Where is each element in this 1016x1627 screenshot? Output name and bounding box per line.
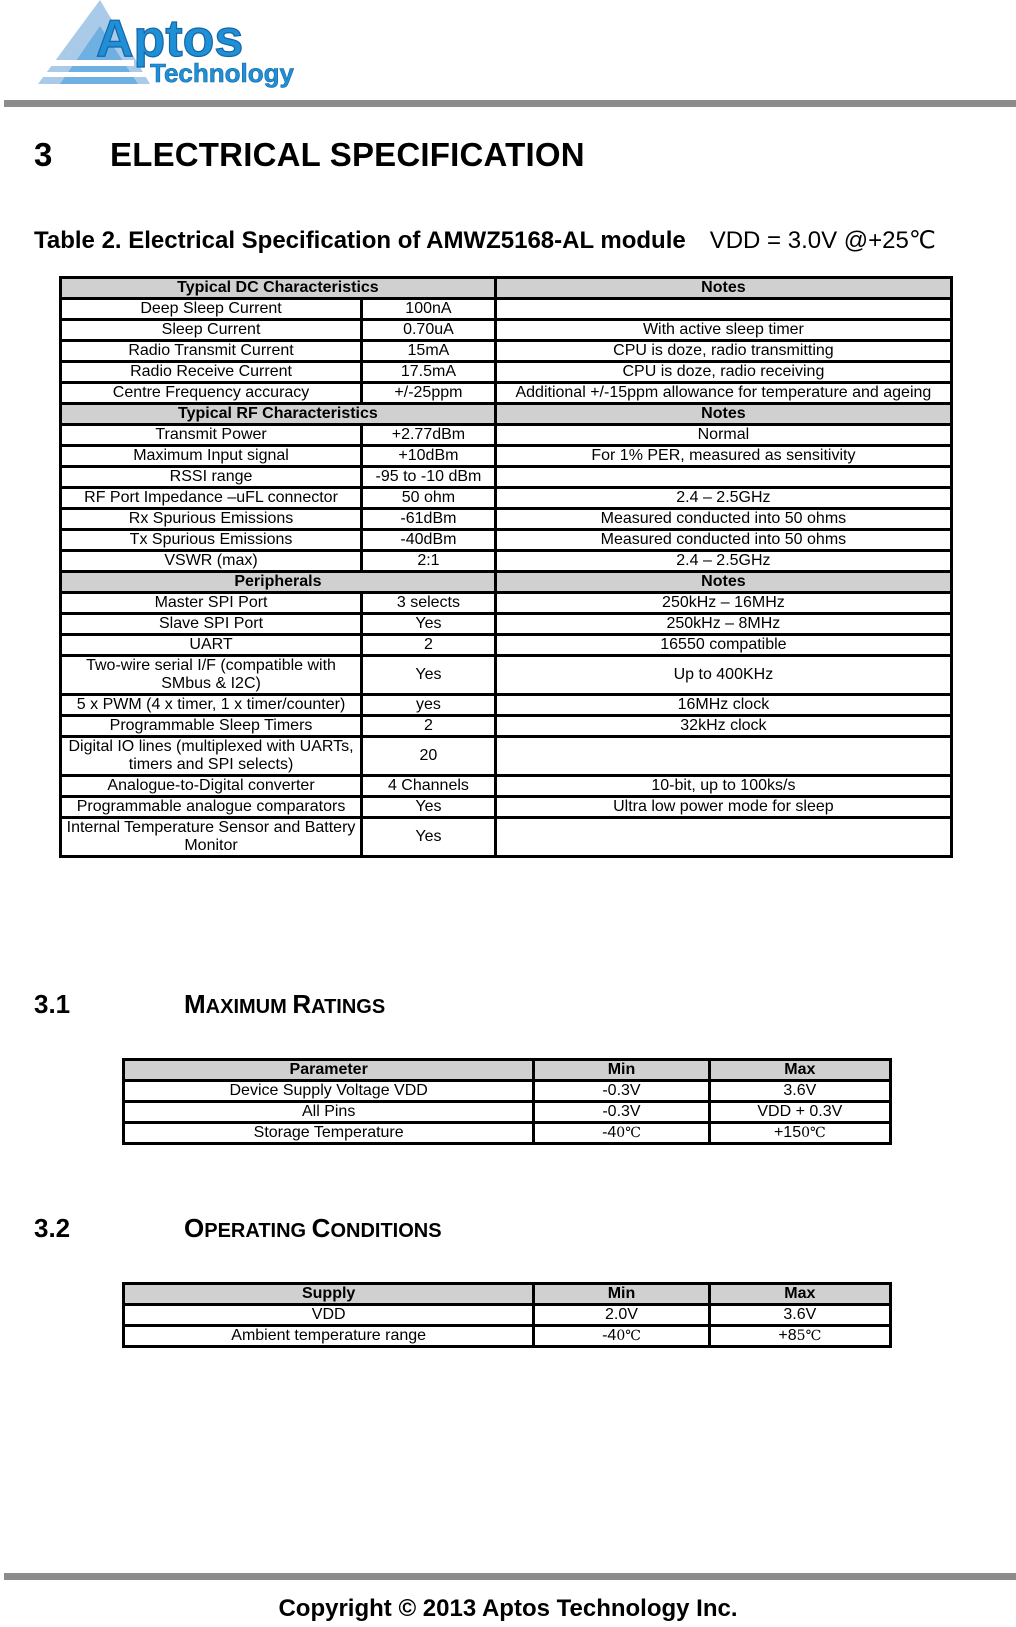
spec-parameter: RF Port Impedance –uFL connector <box>61 488 362 509</box>
spec-value: 15mA <box>362 341 496 362</box>
spec-note: 10-bit, up to 100ks/s <box>495 776 951 797</box>
column-header: Max <box>709 1060 890 1081</box>
spec-value: 50 ohm <box>362 488 496 509</box>
spec-note: For 1% PER, measured as sensitivity <box>495 446 951 467</box>
operating-conditions-heading <box>34 1213 442 1244</box>
section-heading <box>34 136 585 174</box>
spec-note: With active sleep timer <box>495 320 951 341</box>
table-row <box>124 1123 891 1144</box>
group-header: Typical DC Characteristics <box>61 278 496 299</box>
title-cap: O <box>184 1213 205 1243</box>
column-header: Max <box>709 1284 890 1305</box>
title-cap: M <box>184 989 206 1019</box>
spec-note: 250kHz – 16MHz <box>495 593 951 614</box>
spec-parameter: Analogue-to-Digital converter <box>61 776 362 797</box>
notes-header: Notes <box>495 572 951 593</box>
table-row <box>124 1081 891 1102</box>
column-header: Parameter <box>124 1060 534 1081</box>
table-row <box>61 716 952 737</box>
table-row <box>61 509 952 530</box>
table-row <box>61 614 952 635</box>
table-row <box>61 530 952 551</box>
spec-parameter: Sleep Current <box>61 320 362 341</box>
title-cap: C <box>311 1213 331 1243</box>
spec-note: Measured conducted into 50 ohms <box>495 530 951 551</box>
table-row <box>61 299 952 320</box>
spec-note <box>495 737 951 776</box>
group-header: Peripherals <box>61 572 496 593</box>
spec-note: Measured conducted into 50 ohms <box>495 509 951 530</box>
spec-parameter: Programmable Sleep Timers <box>61 716 362 737</box>
spec-parameter: Slave SPI Port <box>61 614 362 635</box>
spec-value: -61dBm <box>362 509 496 530</box>
table-row <box>61 425 952 446</box>
table-row <box>61 383 952 404</box>
row-label: Device Supply Voltage VDD <box>124 1081 534 1102</box>
max-value: 3.6V <box>709 1305 890 1326</box>
logo-sub: Technology <box>150 58 294 88</box>
row-label: All Pins <box>124 1102 534 1123</box>
spec-value: +10dBm <box>362 446 496 467</box>
spec-note: 2.4 – 2.5GHz <box>495 488 951 509</box>
spec-value: 4 Channels <box>362 776 496 797</box>
table-row <box>124 1326 891 1347</box>
spec-value: 2 <box>362 716 496 737</box>
spec-value: +2.77dBm <box>362 425 496 446</box>
min-value: -40℃ <box>534 1326 709 1347</box>
spec-note: 16550 compatible <box>495 635 951 656</box>
spec-note: Normal <box>495 425 951 446</box>
spec-parameter: Radio Transmit Current <box>61 341 362 362</box>
degree-celsius: 5℃ <box>796 1328 822 1344</box>
copyright: Copyright © 2013 Aptos Technology Inc. <box>278 1595 738 1622</box>
spec-parameter: UART <box>61 635 362 656</box>
max-value: +150℃ <box>709 1123 890 1144</box>
max-ratings-table <box>122 1058 892 1145</box>
spec-parameter: RSSI range <box>61 467 362 488</box>
table-caption <box>34 226 936 255</box>
max-value: +85℃ <box>709 1326 890 1347</box>
header-row <box>124 1284 891 1305</box>
spec-value: 20 <box>362 737 496 776</box>
group-header-row <box>61 572 952 593</box>
table-row <box>61 656 952 695</box>
title-smallcaps: AXIMUM <box>205 996 293 1018</box>
spec-value: yes <box>362 695 496 716</box>
footer-rule <box>4 1573 1016 1580</box>
operating-number: 3.2 <box>34 1213 71 1243</box>
spec-parameter: Centre Frequency accuracy <box>61 383 362 404</box>
spec-parameter: 5 x PWM (4 x timer, 1 x timer/counter) <box>61 695 362 716</box>
title-cap: R <box>292 989 312 1019</box>
spec-parameter: Transmit Power <box>61 425 362 446</box>
electrical-spec-table <box>59 276 953 858</box>
table-row <box>61 362 952 383</box>
spec-parameter: Tx Spurious Emissions <box>61 530 362 551</box>
table-row <box>61 488 952 509</box>
row-label: Storage Temperature <box>124 1123 534 1144</box>
table-row <box>61 467 952 488</box>
spec-value: 17.5mA <box>362 362 496 383</box>
spec-value: 3 selects <box>362 593 496 614</box>
spec-parameter: Internal Temperature Sensor and Battery Monitor <box>61 818 362 857</box>
operating-conditions-table <box>122 1282 892 1348</box>
spec-note: Ultra low power mode for sleep <box>495 797 951 818</box>
spec-parameter: Radio Receive Current <box>61 362 362 383</box>
spec-parameter: Two-wire serial I/F (compatible with SMbus & I2C) <box>61 656 362 695</box>
column-header: Supply <box>124 1284 534 1305</box>
row-label: Ambient temperature range <box>124 1326 534 1347</box>
table-caption-text: Table 2. Electrical Specification of AMWZ5168-AL module <box>34 227 686 254</box>
section-title: ELECTRICAL SPECIFICATION <box>110 136 585 173</box>
table-row <box>61 551 952 572</box>
spec-value: Yes <box>362 614 496 635</box>
table-row <box>61 446 952 467</box>
spec-note <box>495 818 951 857</box>
spec-value: 2 <box>362 635 496 656</box>
spec-note: CPU is doze, radio transmitting <box>495 341 951 362</box>
spec-parameter: Master SPI Port <box>61 593 362 614</box>
title-smallcaps: PERATING <box>204 1220 312 1242</box>
table-row <box>61 695 952 716</box>
spec-parameter: VSWR (max) <box>61 551 362 572</box>
spec-parameter: Digital IO lines (multiplexed with UARTs, timers and SPI selects) <box>61 737 362 776</box>
spec-note: Additional +/-15ppm allowance for temperature and ageing <box>495 383 951 404</box>
spec-parameter: Rx Spurious Emissions <box>61 509 362 530</box>
logo-word: Aptos <box>96 10 244 68</box>
table-condition: VDD = 3.0V @+25℃ <box>709 227 936 254</box>
degree-celsius: 0℃ <box>801 1125 826 1141</box>
spec-note: Up to 400KHz <box>495 656 951 695</box>
group-header: Typical RF Characteristics <box>61 404 496 425</box>
table-row <box>61 776 952 797</box>
spec-value: +/-25ppm <box>362 383 496 404</box>
max-value: 3.6V <box>709 1081 890 1102</box>
max-ratings-heading <box>34 989 385 1020</box>
column-header: Min <box>534 1284 709 1305</box>
table-row <box>61 593 952 614</box>
min-value: -0.3V <box>534 1102 709 1123</box>
spec-note <box>495 299 951 320</box>
min-value: -0.3V <box>534 1081 709 1102</box>
table-row <box>61 737 952 776</box>
spec-value: Yes <box>362 656 496 695</box>
spec-note: 32kHz clock <box>495 716 951 737</box>
spec-value: 2:1 <box>362 551 496 572</box>
min-value: 2.0V <box>534 1305 709 1326</box>
table-row <box>124 1305 891 1326</box>
group-header-row <box>61 404 952 425</box>
table-row <box>61 635 952 656</box>
row-label: VDD <box>124 1305 534 1326</box>
header-row <box>124 1060 891 1081</box>
title-smallcaps: ONDITIONS <box>330 1220 442 1242</box>
aptos-logo-icon <box>34 0 304 92</box>
spec-value: -95 to -10 dBm <box>362 467 496 488</box>
spec-parameter: Deep Sleep Current <box>61 299 362 320</box>
max-value: VDD + 0.3V <box>709 1102 890 1123</box>
spec-note: 2.4 – 2.5GHz <box>495 551 951 572</box>
spec-value: -40dBm <box>362 530 496 551</box>
spec-note <box>495 467 951 488</box>
notes-header: Notes <box>495 404 951 425</box>
title-smallcaps: ATINGS <box>311 996 386 1018</box>
spec-note: 250kHz – 8MHz <box>495 614 951 635</box>
table-row <box>124 1102 891 1123</box>
spec-parameter: Programmable analogue comparators <box>61 797 362 818</box>
spec-note: 16MHz clock <box>495 695 951 716</box>
column-header: Min <box>534 1060 709 1081</box>
max-ratings-number: 3.1 <box>34 989 71 1019</box>
degree-celsius: 0℃ <box>616 1328 641 1344</box>
spec-parameter: Maximum Input signal <box>61 446 362 467</box>
spec-note: CPU is doze, radio receiving <box>495 362 951 383</box>
degree-celsius: 0℃ <box>616 1125 641 1141</box>
aptos-logo <box>34 0 304 92</box>
spec-value: Yes <box>362 818 496 857</box>
table-row <box>61 320 952 341</box>
section-number: 3 <box>34 136 53 173</box>
min-value: -40℃ <box>534 1123 709 1144</box>
spec-value: 0.70uA <box>362 320 496 341</box>
group-header-row <box>61 278 952 299</box>
table-row <box>61 797 952 818</box>
spec-value: 100nA <box>362 299 496 320</box>
notes-header: Notes <box>495 278 951 299</box>
table-row <box>61 341 952 362</box>
header-rule <box>4 100 1016 107</box>
spec-value: Yes <box>362 797 496 818</box>
table-row <box>61 818 952 857</box>
